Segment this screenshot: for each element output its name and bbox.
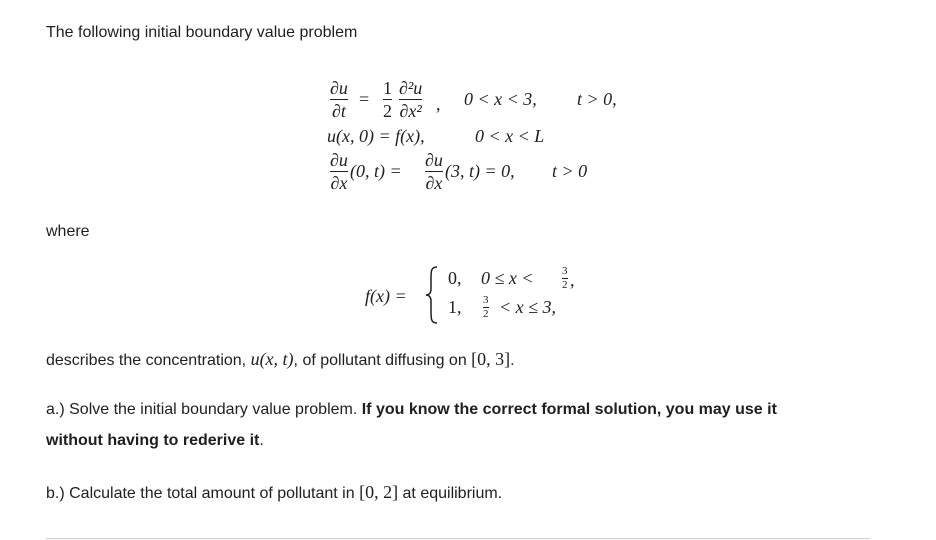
part-a-bold-2: without having to rederive it [46,432,260,449]
bc-num-2: ∂u [425,150,443,170]
part-b-post: at equilibrium. [398,485,503,502]
part-a-line-1 [46,401,777,419]
bc-time: t > 0 [552,161,588,181]
part-a-tail: . [259,432,264,449]
pde-coef-num: 1 [383,78,392,98]
case1-comma: , [570,270,575,290]
case2-condition: < x ≤ 3, [499,297,557,317]
case1-fraction [562,266,568,291]
pde-comma: , [436,94,441,114]
bc-frac-2 [425,150,443,193]
part-b-math-interval: [0, 2] [359,482,399,502]
fraction-bar [383,99,392,100]
ic-lhs: u(x, 0) = f(x), [327,126,425,146]
bc-num-1: ∂u [330,150,348,170]
case2-frac-num: 3 [483,294,489,306]
describes-math-u: u(x, t) [250,349,294,369]
fraction-bar [330,171,348,172]
pde-lhs-den: ∂t [332,101,346,121]
intro-text: The following initial boundary value problem [46,24,358,41]
pde-coef-fraction [383,78,392,121]
pde-coef-den: 2 [383,101,392,121]
describes-text [46,349,515,370]
case1-frac-den: 2 [562,279,568,291]
part-b-pre: b.) Calculate the total amount of pollutant in [46,485,360,502]
case2-fraction [483,295,489,320]
part-a-bold-1: If you know the correct formal solution, you may use it [361,401,777,418]
bc-den-2: ∂x [425,173,443,193]
pde-lhs-num: ∂u [330,78,348,98]
case2-frac-den: 2 [483,308,489,320]
describes-mid: , of pollutant diffusing on [293,352,472,369]
bc-frac-1 [330,150,348,193]
pde-rhs-fraction [399,78,422,121]
bc-arg-2: (3, t) = 0, [445,161,515,181]
fraction-bar [425,171,443,172]
fraction-bar [399,99,422,100]
pde-time: t > 0, [577,89,617,109]
case1-value: 0, [448,268,462,288]
bc-arg-1: (0, t) = [350,161,402,181]
describes-pre: describes the concentration, [46,352,251,369]
pde-rhs-num: ∂²u [399,78,423,98]
piecewise-lhs: f(x) = [365,286,407,306]
bc-den-1: ∂x [330,173,348,193]
describes-post: . [510,352,515,369]
left-brace-icon [424,265,440,325]
case1-condition: 0 ≤ x < [481,268,534,288]
fraction-bar [330,99,348,100]
bottom-divider [46,538,870,539]
describes-math-interval: [0, 3] [471,349,511,369]
where-text: where [46,223,90,240]
pde-domain: 0 < x < 3, [464,89,537,109]
pde-rhs-den: ∂x² [399,101,422,121]
pde-equals: = [359,89,370,109]
case2-value: 1, [448,297,462,317]
part-a-line-2 [46,432,264,450]
ic-domain: 0 < x < L [475,126,545,146]
part-a-plain: a.) Solve the initial boundary value problem. [46,401,362,418]
part-b-text [46,482,502,503]
case1-frac-num: 3 [562,265,568,277]
pde-lhs-fraction [330,78,348,121]
